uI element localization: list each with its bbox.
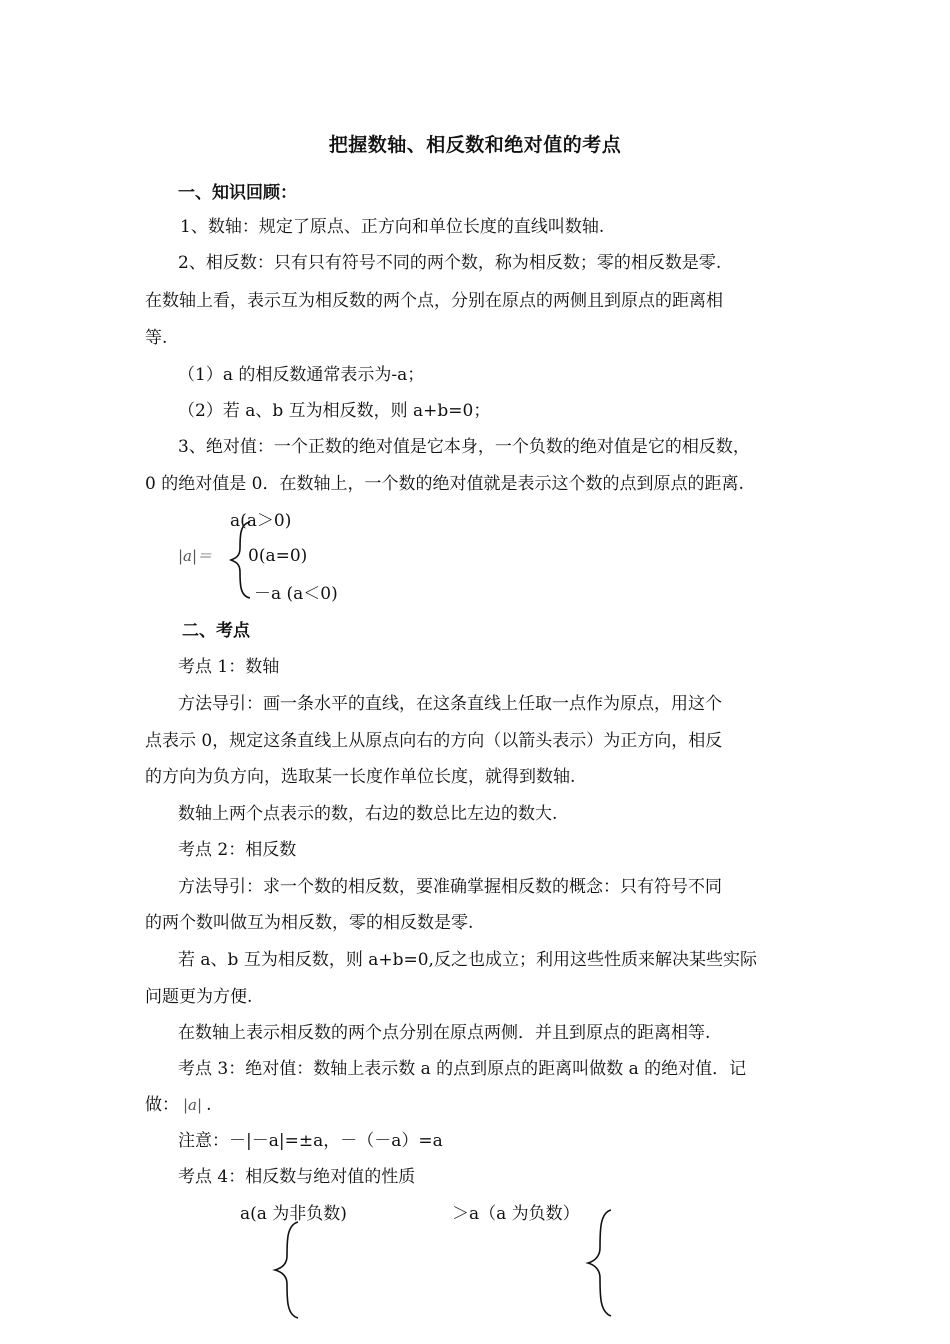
k4-case-right: ＞a（a 为负数） [452, 1204, 580, 1224]
kaodian3-line2 [145, 1094, 211, 1116]
kaodian3-prefix: 做： [145, 1095, 179, 1115]
kaodian3-line1: 考点 3：绝对值：数轴上表示数 a 的点到原点的距离叫做数 a 的绝对值．记 [178, 1059, 747, 1079]
kaodian2-line2: 的两个数叫做互为相反数，零的相反数是零. [145, 913, 474, 933]
abs-definition-label: |a|＝ [178, 547, 213, 565]
paragraph-absolute-line1: 3、绝对值：一个正数的绝对值是它本身，一个负数的绝对值是它的相反数， [178, 437, 750, 457]
kaodian1-title: 考点 1：数轴 [178, 657, 280, 677]
opposite-item-1: （1）a 的相反数通常表示为-a； [178, 365, 425, 385]
paragraph-number-line: 1、数轴：规定了原点、正方向和单位长度的直线叫数轴. [180, 217, 605, 237]
abs-notation: |a| [183, 1096, 203, 1114]
kaodian2-line4: 问题更为方便. [145, 987, 253, 1007]
paragraph-opposite-line1: 2、相反数：只有只有符号不同的两个数，称为相反数；零的相反数是零. [178, 253, 722, 273]
left-brace-icon-2 [272, 1220, 302, 1320]
kaodian2-line1: 方法导引：求一个数的相反数，要准确掌握相反数的概念：只有符号不同 [178, 877, 722, 897]
kaodian2-title: 考点 2：相反数 [178, 840, 297, 860]
opposite-item-2: （2）若 a、b 互为相反数，则 a+b=0； [178, 401, 491, 421]
paragraph-absolute-line2: 0 的绝对值是 0．在数轴上，一个数的绝对值就是表示这个数的点到原点的距离. [145, 474, 744, 494]
section1-heading: 一、知识回顾： [178, 183, 297, 203]
kaodian2-line5: 在数轴上表示相反数的两个点分别在原点两侧．并且到原点的距离相等. [178, 1023, 711, 1043]
kaodian1-line1: 方法导引：画一条水平的直线，在这条直线上任取一点作为原点，用这个 [178, 694, 722, 714]
kaodian1-line3: 的方向为负方向，选取某一长度作单位长度，就得到数轴. [145, 767, 576, 787]
abs-case-negative: －a (a＜0) [254, 584, 338, 604]
note-formula: －|－a|=±a，－（－a）=a [229, 1131, 443, 1151]
k4-case-left: a(a 为非负数) [240, 1204, 347, 1224]
page-title: 把握数轴、相反数和绝对值的考点 [328, 134, 622, 156]
abs-case-positive: a(a＞0) [230, 511, 292, 531]
abs-case-zero: 0(a=0) [248, 546, 308, 566]
paragraph-opposite-line3: 等. [145, 328, 168, 348]
kaodian4-title: 考点 4：相反数与绝对值的性质 [178, 1167, 416, 1187]
left-brace-icon-3 [585, 1208, 615, 1318]
paragraph-opposite-line2: 在数轴上看，表示互为相反数的两个点，分别在原点的两侧且到原点的距离相 [145, 291, 723, 311]
section2-heading: 二、考点 [182, 621, 250, 641]
kaodian3-suffix: . [206, 1095, 212, 1115]
kaodian2-line3: 若 a、b 互为相反数，则 a+b=0,反之也成立；利用这些性质来解决某些实际 [178, 950, 757, 970]
kaodian1-line2: 点表示 0，规定这条直线上从原点向右的方向（以箭头表示）为正方向，相反 [145, 731, 723, 751]
note-prefix: 注意： [178, 1131, 229, 1151]
kaodian1-line4: 数轴上两个点表示的数，右边的数总比左边的数大. [178, 804, 558, 824]
note-line [178, 1130, 443, 1152]
